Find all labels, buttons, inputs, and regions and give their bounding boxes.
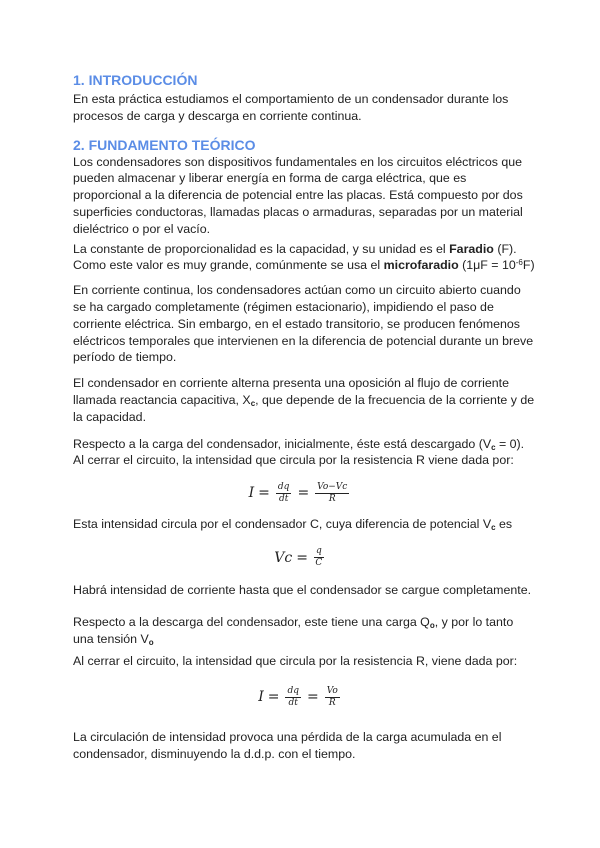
formula-discharge-current: I = $\frac{dq}{dt}$ = $\frac{Vo}{R}$ [258, 685, 338, 708]
paragraph-corriente-alterna: El condensador en corriente alterna presenta una oposición al flujo de corriente llamada reactancia capacitiva, $X_c$, que depende de la frecuencia de la corriente y de la capacidad. [73, 376, 535, 424]
paragraph-descarga: Respecto a la descarga del condensador, este tiene una carga $Q_o$, y por lo tanto una tensión $V_o$ [73, 614, 514, 647]
formula-charge-current: I = $\frac{dq}{dt}$ = $\frac{Vo-Vc}{R}$ [248, 481, 348, 504]
paragraph-intensidad: Esta intensidad circula por el condensador C, cuya diferencia de potencial $V_c$ es [73, 517, 513, 533]
intro-paragraph: En esta práctica estudiamos el comportamiento de un condensador durante los procesos de carga y descarga en corriente continua. [73, 92, 509, 123]
heading-fundamento: 2. FUNDAMENTO TEÓRICO [73, 136, 256, 153]
paragraph-condensadores: Los condensadores son dispositivos fundamentales en los circuitos eléctricos que pueden almacenar y liberar energía en forma de carga eléctrica, que es proporcional a la diferencia de potencial entre las placas. Está compuesto por dos superficies conductoras, llamadas placas o armaduras, separadas por un material dieléctrico o por el vacío. [73, 154, 523, 236]
paragraph-circulacion: La circulación de intensidad provoca una pérdida de la carga acumulada en el condensador, disminuyendo la d.d.p. con el tiempo. [73, 730, 502, 761]
paragraph-habra: Habrá intensidad de corriente hasta que el condensador se cargue completamente. [73, 582, 532, 597]
paragraph-corriente-continua: En corriente continua, los condensadores actúan como un circuito abierto cuando se ha cargado completamente (régimen estacionario), impidiendo el paso de corriente eléctrica. Sin embargo, en el estado transitorio, se producen fenómenos eléctricos temporales que intervienen en la diferencia de potencial durante un breve período de tiempo. [73, 283, 534, 365]
document-body [73, 71, 537, 763]
formula-voltage: Vc = $\frac{q}{C}$ [274, 546, 323, 569]
heading-introduccion: 1. INTRODUCCIÓN [73, 72, 198, 88]
paragraph-carga: Respecto a la carga del condensador, inicialmente, éste está descargado $(V_c = 0)$. Al cerrar el circuito, la intensidad que circula por la resistencia R viene dada por: [73, 436, 525, 468]
paragraph-cerrar: Al cerrar el circuito, la intensidad que circula por la resistencia R, viene dada por: [73, 654, 518, 669]
paragraph-capacidad: La constante de proporcionalidad es la capacidad, y su unidad es el Faradio (F). Como este valor es muy grande, comúnmente se usa el microfaradio $(1\mu F = 10^{-6}F)$ [73, 241, 535, 273]
